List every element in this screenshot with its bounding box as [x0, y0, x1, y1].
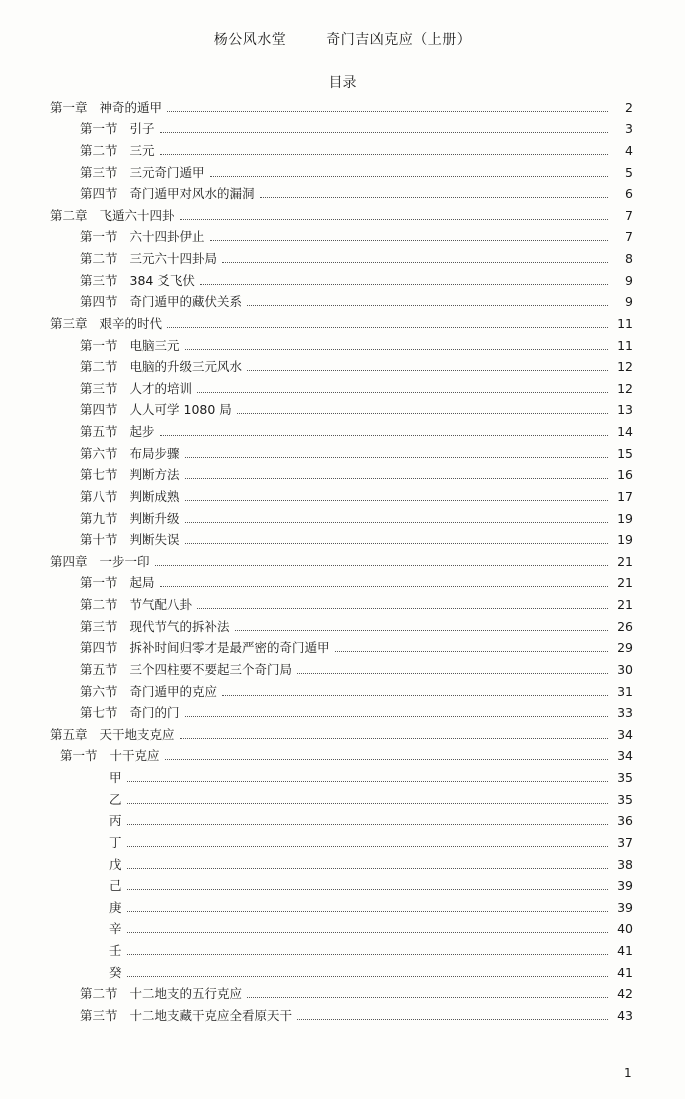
toc-entry-page: 8 [625, 251, 633, 266]
dot-leader [165, 759, 608, 760]
toc-entry-title: 人才的培训 [129, 380, 193, 396]
toc-entry-section[interactable] [0, 591, 685, 613]
header-left: 杨公风水堂 [213, 32, 287, 48]
toc-entry-page: 29 [617, 640, 633, 656]
toc-entry-page: 35 [617, 770, 633, 785]
toc-entry-item[interactable] [0, 764, 685, 786]
toc-entry-title: 判断方法 [129, 467, 180, 483]
toc-entry-chapter[interactable] [0, 721, 685, 743]
toc-entry-label [50, 208, 177, 224]
dot-leader [167, 327, 608, 328]
toc-entry-number: 第四节 [80, 294, 118, 310]
dot-leader [160, 154, 608, 155]
toc-entry-section[interactable] [0, 267, 685, 289]
dot-leader [127, 846, 608, 847]
toc-entry-title: 引子 [129, 121, 155, 137]
toc-entry-chapter[interactable] [0, 202, 685, 224]
toc-entry-title: 飞遁六十四卦 [99, 207, 175, 223]
dot-leader [127, 781, 608, 782]
toc-entry-label [80, 143, 157, 159]
toc-entry-number: 第三节 [80, 380, 118, 396]
toc-entry-title: 三元奇门遁甲 [129, 164, 205, 180]
toc-entry-number: 第二节 [80, 986, 118, 1002]
toc-entry-label [109, 921, 124, 937]
toc-entry-number: 第一节 [60, 748, 98, 764]
toc-entry-title: 三个四柱要不要起三个奇门局 [129, 661, 293, 677]
toc-entry-number: 第三节 [80, 272, 118, 288]
toc-entry-section[interactable] [0, 1002, 685, 1024]
toc-entry-label [80, 640, 332, 656]
toc-entry-section[interactable] [0, 613, 685, 635]
dot-leader [247, 305, 608, 306]
toc-entry-page: 41 [617, 943, 633, 958]
toc-entry-number: 第七节 [80, 705, 118, 721]
toc-entry-section[interactable] [0, 635, 685, 657]
toc-entry-label [109, 835, 124, 851]
dot-leader [155, 565, 608, 566]
dot-leader [185, 478, 608, 479]
toc-entry-item[interactable] [0, 916, 685, 938]
toc-entry-page: 37 [617, 834, 633, 850]
toc-entry-label [60, 748, 162, 764]
toc-entry-number: 第五节 [80, 661, 118, 677]
toc-entry-label [80, 186, 257, 202]
toc-entry-label [109, 770, 124, 786]
toc-entry-section[interactable] [0, 159, 685, 181]
toc-entry-label [109, 813, 124, 829]
toc-entry-label [80, 705, 182, 721]
toc-entry-number: 第六节 [80, 683, 118, 699]
toc-entry-item[interactable] [0, 937, 685, 959]
toc-entry-title: 一步一印 [99, 553, 150, 569]
toc-entry-page: 19 [617, 532, 633, 548]
toc-entry-label [80, 121, 157, 137]
dot-leader [222, 695, 608, 696]
dot-leader [297, 673, 608, 674]
toc-entry-label [109, 792, 124, 808]
toc-entry-item[interactable] [0, 786, 685, 808]
toc-entry-page: 4 [625, 142, 633, 158]
toc-entry-page: 21 [617, 553, 633, 569]
toc-entry-page: 31 [617, 683, 633, 699]
toc-entry-page: 40 [617, 921, 633, 937]
page-header [0, 29, 685, 49]
toc-entry-number: 第一节 [80, 229, 118, 245]
toc-entry-page: 17 [617, 488, 633, 504]
toc-entry-title: 起局 [129, 575, 155, 591]
toc-entry-page: 34 [617, 726, 633, 742]
toc-entry-page: 38 [617, 856, 633, 872]
toc-entry-title: 十二地支藏干克应全看原天干 [129, 1007, 293, 1023]
toc-entry-title: 布局步骤 [129, 445, 180, 461]
toc-entry-title: 电脑三元 [129, 337, 180, 353]
toc-entry-label [80, 619, 232, 635]
toc-entry-title: 丙 [109, 813, 122, 829]
toc-entry-page: 26 [617, 618, 633, 634]
dot-leader [180, 219, 608, 220]
toc-entry-title: 天干地支克应 [99, 726, 175, 742]
toc-entry-label [80, 273, 197, 289]
toc-entry-title: 奇门遁甲的克应 [129, 683, 218, 699]
toc-entry-label [80, 575, 157, 591]
toc-entry-title: 判断升级 [129, 510, 180, 526]
toc-entry-section[interactable] [0, 397, 685, 419]
toc-entry-number: 第三节 [80, 164, 118, 180]
dot-leader [222, 262, 608, 263]
page-number: 1 [624, 1066, 632, 1080]
toc-entry-section[interactable] [0, 245, 685, 267]
toc-entry-section[interactable] [0, 375, 685, 397]
toc-entry-label [80, 684, 219, 700]
toc-entry-title: 拆补时间归零才是最严密的奇门遁甲 [129, 640, 330, 656]
toc-entry-page: 30 [617, 661, 633, 677]
toc-entry-title: 神奇的遁甲 [99, 99, 163, 115]
toc-entry-page: 35 [617, 791, 633, 807]
toc-entry-page: 39 [617, 899, 633, 915]
toc-entry-chapter[interactable] [0, 94, 685, 116]
toc-entry-section[interactable] [0, 656, 685, 678]
dot-leader [185, 522, 608, 523]
toc-entry-label [109, 878, 124, 894]
toc-entry-page: 41 [617, 964, 633, 980]
toc-entry-section[interactable] [0, 116, 685, 138]
toc-entry-section[interactable] [0, 332, 685, 354]
toc-entry-label [109, 857, 124, 873]
dot-leader [167, 111, 608, 112]
dot-leader [200, 284, 608, 285]
dot-leader [247, 370, 608, 371]
toc-entry-number: 第一章 [50, 99, 88, 115]
dot-leader [185, 543, 608, 544]
toc-entry-number: 第一节 [80, 337, 118, 353]
toc-entry-label [80, 986, 244, 1002]
dot-leader [237, 413, 608, 414]
toc-entry-section[interactable] [0, 981, 685, 1003]
dot-leader [185, 349, 608, 350]
toc-entry-page: 42 [617, 986, 633, 1002]
toc-entry-title: 三元六十四卦局 [129, 251, 218, 266]
toc-entry-page: 12 [617, 359, 633, 375]
toc-entry-number: 第四章 [50, 553, 88, 569]
dot-leader [127, 868, 608, 869]
header-right: 奇门吉凶克应（上册） [326, 32, 472, 48]
toc-entry-number: 第四节 [80, 186, 118, 202]
toc-entry-page: 5 [625, 164, 633, 180]
toc-entry-title: 辛 [109, 921, 122, 937]
toc-entry-section[interactable] [0, 418, 685, 440]
toc-entry-label [80, 229, 207, 245]
dot-leader [247, 997, 608, 998]
toc-entry-label [80, 511, 182, 527]
toc-entry-title: 奇门遁甲对风水的漏洞 [129, 186, 255, 202]
toc-entry-section[interactable] [0, 527, 685, 549]
toc-entry-page: 16 [617, 467, 633, 483]
toc-entry-label [80, 359, 244, 375]
toc-entry-label [80, 165, 207, 181]
toc-entry-page: 14 [617, 424, 633, 439]
toc-entry-number: 第二节 [80, 359, 118, 375]
toc-entry-page: 19 [617, 510, 633, 526]
toc-entry-page: 13 [617, 402, 633, 418]
toc-entry-label [109, 943, 124, 959]
dot-leader [127, 954, 608, 955]
dot-leader [127, 911, 608, 912]
toc-entry-number: 第八节 [80, 488, 118, 504]
toc-entry-item[interactable] [0, 873, 685, 895]
toc-entry-page: 11 [617, 337, 633, 353]
toc-entry-title: 己 [109, 878, 122, 894]
toc-entry-section[interactable] [0, 224, 685, 246]
dot-leader [197, 392, 608, 393]
dot-leader [127, 889, 608, 890]
toc-entry-title: 庚 [109, 899, 122, 915]
toc-entry-label [50, 316, 164, 332]
toc-entry-section[interactable] [0, 354, 685, 376]
toc-entry-page: 12 [617, 380, 633, 396]
toc-entry-page: 2 [625, 99, 633, 115]
toc-entry-page: 9 [625, 294, 633, 310]
dot-leader [235, 630, 608, 631]
toc-entry-page: 3 [625, 121, 633, 137]
toc-entry-page: 21 [617, 575, 633, 591]
toc-entry-number: 第六节 [80, 445, 118, 461]
toc-entry-number: 第二章 [50, 207, 88, 223]
toc-entry-page: 11 [617, 315, 633, 331]
dot-leader [297, 1019, 608, 1020]
toc-entry-label [80, 1008, 294, 1024]
toc-entry-title: 起步 [129, 424, 155, 439]
toc-entry-number: 第七节 [80, 467, 118, 483]
toc-entry-label [80, 381, 194, 397]
toc-entry-title: 十干克应 [109, 748, 160, 764]
toc-entry-number: 第五章 [50, 726, 88, 742]
toc-entry-section[interactable] [0, 700, 685, 722]
toc-entry-title: 判断失误 [129, 532, 180, 548]
toc-entry-label [80, 402, 234, 418]
toc-entry-title: 384 爻飞伏 [129, 272, 195, 288]
toc-entry-number: 第二节 [80, 142, 118, 158]
dot-leader [185, 500, 608, 501]
toc-entry-title: 甲 [109, 770, 122, 785]
dot-leader [210, 176, 608, 177]
toc-entry-label [109, 900, 124, 916]
toc-entry-title: 奇门遁甲的藏伏关系 [129, 294, 243, 310]
toc-entry-number: 第二节 [80, 251, 118, 266]
toc-entry-page: 9 [625, 272, 633, 288]
toc-entry-page: 6 [625, 186, 633, 202]
toc-entry-section[interactable] [0, 440, 685, 462]
toc-entry-title: 乙 [109, 791, 122, 807]
toc-entry-number: 第九节 [80, 510, 118, 526]
toc-entry-label [80, 446, 182, 462]
toc-entry-label [80, 467, 182, 483]
toc-entry-section[interactable] [0, 289, 685, 311]
toc-entry-item[interactable] [0, 851, 685, 873]
toc-entry-label [80, 532, 182, 548]
dot-leader [127, 824, 608, 825]
toc-entry-section[interactable] [0, 137, 685, 159]
toc-entry-page: 34 [617, 748, 633, 764]
toc-entry-item[interactable] [0, 894, 685, 916]
toc-entry-section[interactable] [0, 570, 685, 592]
toc-entry-page: 36 [617, 813, 633, 829]
dot-leader [127, 932, 608, 933]
dot-leader [260, 197, 608, 198]
toc-entry-page: 33 [617, 705, 633, 721]
toc-entry-page: 21 [617, 597, 633, 612]
toc-entry-label [80, 424, 157, 440]
toc-entry-title: 壬 [109, 943, 122, 958]
toc-entry-sub[interactable] [0, 743, 685, 765]
dot-leader [180, 738, 608, 739]
toc-entry-title: 癸 [109, 964, 122, 980]
dot-leader [160, 586, 608, 587]
toc-entry-page: 7 [625, 229, 633, 245]
toc-entry-title: 奇门的门 [129, 705, 180, 721]
toc-entry-label [80, 338, 182, 354]
toc-entry-title: 三元 [129, 142, 155, 158]
dot-leader [197, 608, 608, 609]
toc-entry-label [80, 489, 182, 505]
toc-entry-title: 人人可学 1080 局 [129, 402, 232, 418]
toc-entry-number: 第十节 [80, 532, 118, 548]
toc-entry-title: 节气配八卦 [129, 597, 193, 612]
toc-entry-title: 六十四卦伊止 [129, 229, 205, 245]
toc-entry-page: 43 [617, 1007, 633, 1023]
dot-leader [185, 716, 608, 717]
toc-entry-number: 第二节 [80, 597, 118, 612]
toc-entry-number: 第四节 [80, 640, 118, 656]
toc-entry-section[interactable] [0, 505, 685, 527]
toc-entry-label [80, 294, 244, 310]
toc-entry-number: 第三节 [80, 618, 118, 634]
toc-entry-label [50, 100, 164, 116]
toc-entry-number: 第一节 [80, 575, 118, 591]
toc-entry-chapter[interactable] [0, 310, 685, 332]
toc-entry-section[interactable] [0, 181, 685, 203]
dot-leader [160, 132, 608, 133]
toc-entry-label [80, 662, 294, 678]
toc-entry-label [109, 965, 124, 981]
toc-entry-title: 艰辛的时代 [99, 315, 163, 331]
toc-entry-title: 丁 [109, 834, 122, 850]
toc-entry-title: 判断成熟 [129, 488, 180, 504]
toc-entry-title: 十二地支的五行克应 [129, 986, 243, 1002]
toc-title: 目录 [328, 75, 357, 91]
dot-leader [185, 457, 608, 458]
table-of-contents [0, 94, 685, 1024]
toc-entry-label [50, 727, 177, 743]
toc-entry-label [50, 554, 152, 570]
toc-entry-label [80, 597, 194, 613]
toc-entry-number: 第一节 [80, 121, 118, 137]
toc-entry-number: 第五节 [80, 424, 118, 439]
toc-entry-item[interactable] [0, 808, 685, 830]
toc-entry-section[interactable] [0, 462, 685, 484]
toc-entry-section[interactable] [0, 483, 685, 505]
toc-entry-number: 第四节 [80, 402, 118, 418]
toc-entry-title: 现代节气的拆补法 [129, 618, 230, 634]
dot-leader [210, 240, 608, 241]
dot-leader [127, 976, 608, 977]
toc-entry-title: 电脑的升级三元风水 [129, 359, 243, 375]
toc-entry-label [80, 251, 219, 267]
dot-leader [127, 803, 608, 804]
toc-entry-title: 戊 [109, 856, 122, 872]
toc-entry-number: 第三节 [80, 1007, 118, 1023]
toc-entry-page: 39 [617, 878, 633, 894]
toc-entry-page: 7 [625, 207, 633, 223]
toc-entry-number: 第三章 [50, 315, 88, 331]
toc-entry-page: 15 [617, 445, 633, 461]
toc-entry-item[interactable] [0, 829, 685, 851]
toc-entry-chapter[interactable] [0, 548, 685, 570]
dot-leader [335, 651, 608, 652]
toc-entry-section[interactable] [0, 678, 685, 700]
toc-entry-item[interactable] [0, 959, 685, 981]
dot-leader [160, 435, 608, 436]
